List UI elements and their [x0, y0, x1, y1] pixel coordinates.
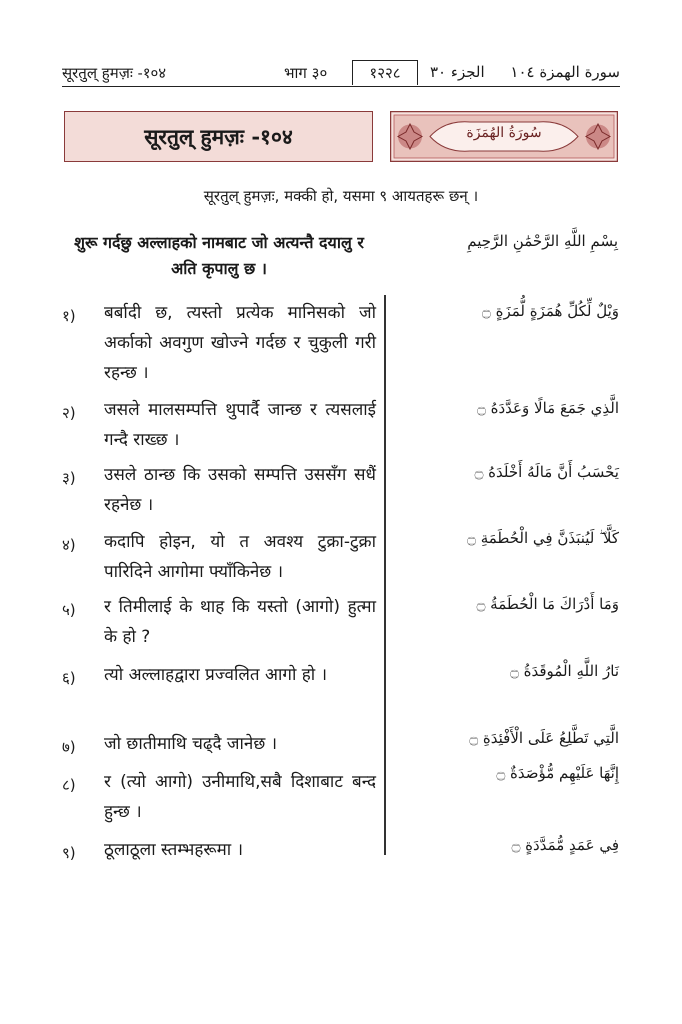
- verse-number: १): [62, 307, 76, 325]
- header-part: भाग ३०: [284, 64, 328, 82]
- column-divider: [384, 295, 386, 855]
- verse-translation: बर्बादी छ, त्यस्तो प्रत्येक मानिसको जो अर्काको अवगुण खोज्ने गर्दछ र चुकुली गरी रहन्छ ।: [104, 303, 376, 383]
- verse-translation: त्यो अल्लाहद्वारा प्रज्वलित आगो हो ।: [104, 665, 328, 685]
- verse-arabic: كَلَّا ۖ لَيُنبَذَنَّ فِي الْحُطَمَةِ ۝: [467, 529, 619, 547]
- header-juz-arabic: الجزء ٣٠: [430, 63, 485, 81]
- verse-translation: जो छातीमाथि चढ्दै जानेछ ।: [104, 734, 278, 754]
- page-header: [62, 60, 620, 87]
- header-page-number: १२२८: [352, 60, 418, 85]
- verse-arabic: نَارُ اللَّهِ الْمُوقَدَةُ ۝: [510, 662, 619, 680]
- verse-number: ८): [62, 776, 76, 794]
- verse-number: ९): [62, 844, 76, 862]
- verse-translation: उसले ठान्छ कि उसको सम्पत्ति उससँग सधैं रहनेछ ।: [104, 465, 376, 515]
- verse-arabic: الَّذِي جَمَعَ مَالًا وَعَدَّدَهُ ۝: [477, 399, 619, 417]
- verse-translation: र तिमीलाई के थाह कि यस्तो (आगो) हुत्मा के हो ?: [104, 597, 376, 647]
- surah-intro: सूरतुल् हुमज़ः, मक्की हो, यसमा ९ आयतहरू छन् ।: [203, 187, 479, 205]
- verse-arabic: يَحْسَبُ أَنَّ مَالَهُ أَخْلَدَهُ ۝: [474, 463, 619, 481]
- surah-ornament-banner: [390, 111, 618, 162]
- verse-number: ४): [62, 536, 76, 554]
- verse-number: २): [62, 404, 76, 422]
- verse-translation: कदापि होइन, यो त अवश्य टुक्रा-टुक्रा पारिदिने आगोमा फ्याँकिनेछ ।: [104, 532, 376, 582]
- verse-arabic: وَمَا أَدْرَاكَ مَا الْحُطَمَةُ ۝: [476, 595, 619, 613]
- verse-number: ३): [62, 469, 76, 487]
- verse-number: ५): [62, 601, 76, 619]
- header-surah-arabic: سورة الهمزة ١٠٤: [510, 63, 620, 81]
- verse-number: ७): [62, 738, 76, 756]
- ornament-arabic-title: سُورَةُ الهُمَزَة: [466, 125, 542, 141]
- opening-translation: शुरू गर्दछु अल्लाहको नामबाट जो अत्यन्तै दयालु र अति कृपालु छ ।: [74, 233, 364, 278]
- basmala-arabic: بِسْمِ اللَّهِ الرَّحْمَٰنِ الرَّحِيمِ: [467, 232, 618, 250]
- verse-arabic: الَّتِي تَطَّلِعُ عَلَى الْأَفْئِدَةِ ۝: [469, 729, 619, 747]
- verse-arabic: فِي عَمَدٍ مُّمَدَّدَةٍ ۝: [511, 836, 619, 854]
- verse-translation: जसले मालसम्पत्ति थुपार्दै जान्छ र त्यसलाई गन्दै राख्छ ।: [104, 400, 376, 450]
- surah-title-box: सूरतुल् हुमज़ः -१०४: [64, 111, 373, 162]
- verse-arabic: وَيْلٌ لِّكُلِّ هُمَزَةٍ لُّمَزَةٍ ۝: [482, 302, 619, 320]
- verse-translation: ठूलाठूला स्तम्भहरूमा ।: [104, 840, 244, 860]
- verse-arabic: إِنَّهَا عَلَيْهِم مُّؤْصَدَةٌ ۝: [496, 764, 619, 782]
- header-surah-title: सूरतुल् हुमज़ः -१०४: [62, 64, 167, 82]
- verse-translation: र (त्यो आगो) उनीमाथि,सबै दिशाबाट बन्द हुन्छ ।: [104, 772, 376, 822]
- verse-number: ६): [62, 669, 76, 687]
